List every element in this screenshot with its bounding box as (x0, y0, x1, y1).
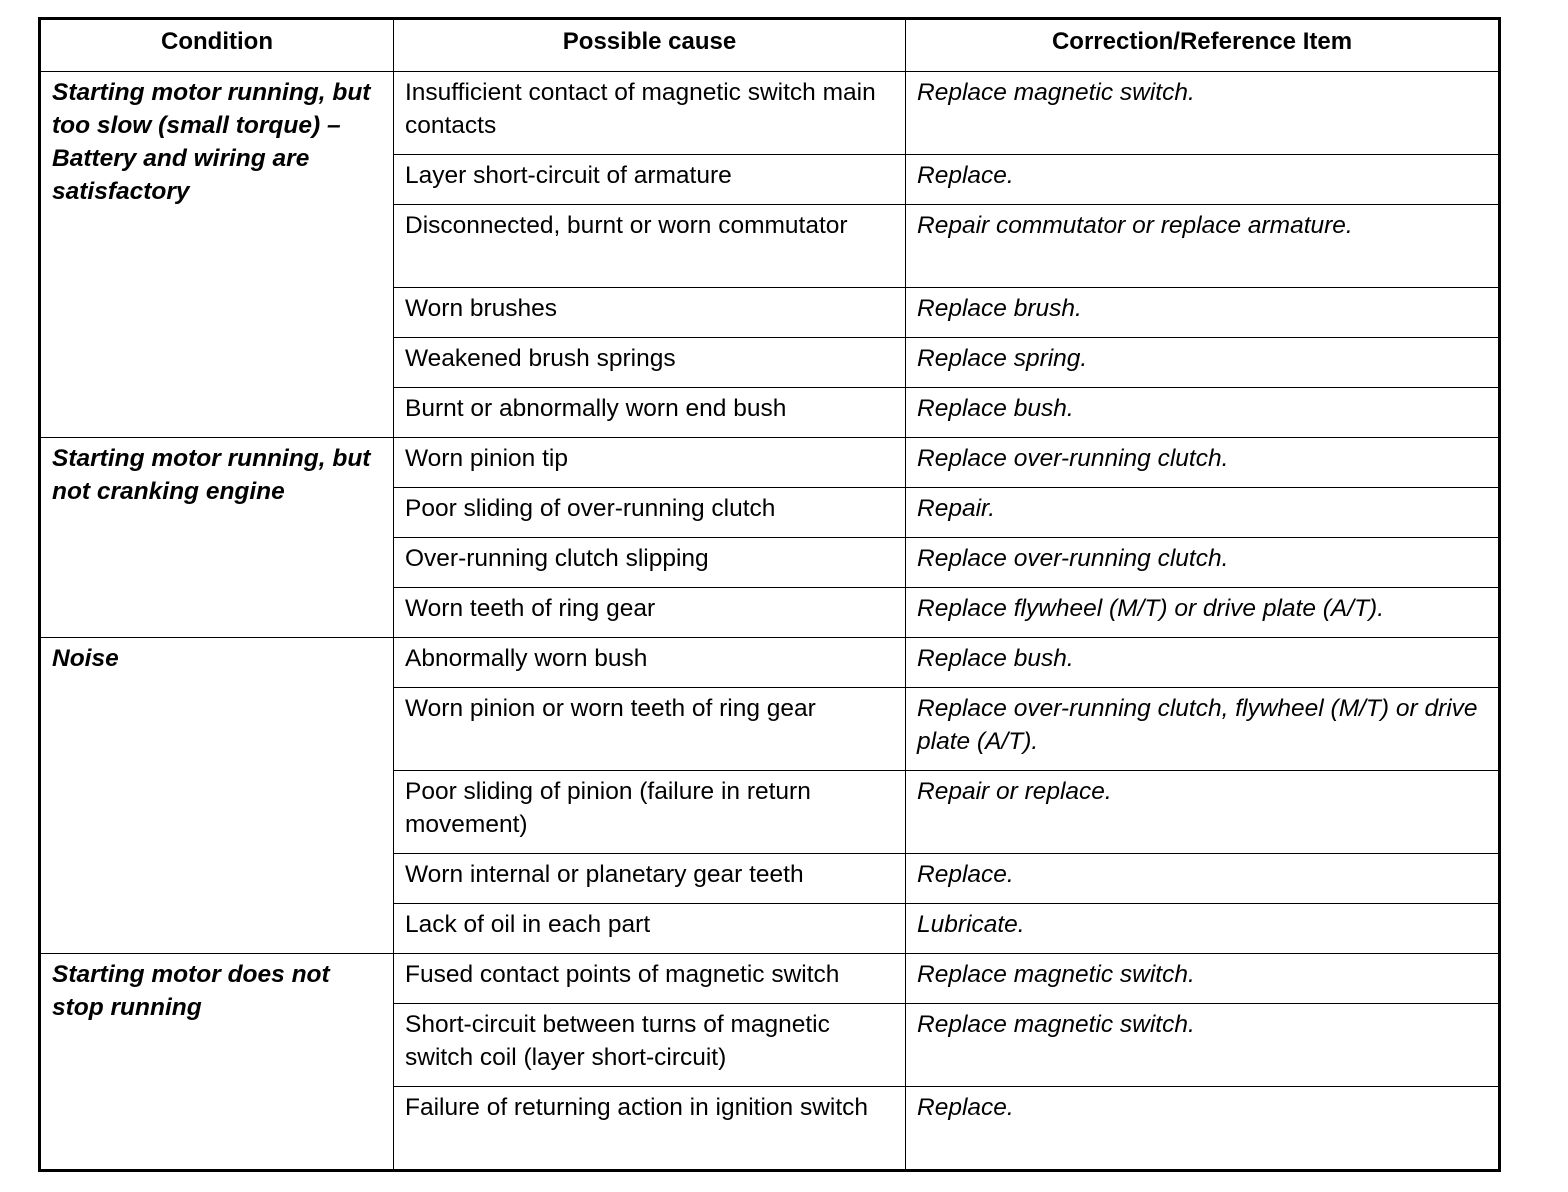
table-row (40, 438, 1500, 488)
correction-cell: Replace bush. (906, 388, 1500, 438)
cause-cell: Worn pinion or worn teeth of ring gear (394, 688, 906, 771)
correction-cell: Replace brush. (906, 288, 1500, 338)
cause-cell: Poor sliding of pinion (failure in return movement) (394, 771, 906, 854)
cause-cell: Layer short-circuit of armature (394, 155, 906, 205)
correction-cell: Replace spring. (906, 338, 1500, 388)
condition-cell: Starting motor does not stop running (40, 954, 394, 1171)
correction-cell: Lubricate. (906, 904, 1500, 954)
table-row (40, 954, 1500, 1004)
condition-cell: Noise (40, 638, 394, 954)
cause-cell: Worn brushes (394, 288, 906, 338)
cause-cell: Failure of returning action in ignition switch (394, 1087, 906, 1171)
header-correction: Correction/Reference Item (906, 19, 1500, 72)
cause-cell: Worn teeth of ring gear (394, 588, 906, 638)
header-condition: Condition (40, 19, 394, 72)
troubleshooting-table (38, 17, 1501, 1172)
correction-cell: Replace over-running clutch, flywheel (M/T) or drive plate (A/T). (906, 688, 1500, 771)
cause-cell: Short-circuit between turns of magnetic switch coil (layer short-circuit) (394, 1004, 906, 1087)
correction-cell: Replace over-running clutch. (906, 538, 1500, 588)
condition-cell: Starting motor running, but not cranking engine (40, 438, 394, 638)
correction-cell: Replace magnetic switch. (906, 954, 1500, 1004)
header-possible-cause: Possible cause (394, 19, 906, 72)
cause-cell: Worn internal or planetary gear teeth (394, 854, 906, 904)
correction-cell: Replace magnetic switch. (906, 1004, 1500, 1087)
correction-cell: Replace over-running clutch. (906, 438, 1500, 488)
cause-cell: Lack of oil in each part (394, 904, 906, 954)
cause-cell: Insufficient contact of magnetic switch main contacts (394, 72, 906, 155)
correction-cell: Replace. (906, 1087, 1500, 1171)
correction-cell: Repair. (906, 488, 1500, 538)
condition-cell: Starting motor running, but too slow (small torque) – Battery and wiring are satisfactory (40, 72, 394, 438)
cause-cell: Abnormally worn bush (394, 638, 906, 688)
cause-cell: Burnt or abnormally worn end bush (394, 388, 906, 438)
correction-cell: Replace flywheel (M/T) or drive plate (A/T). (906, 588, 1500, 638)
correction-cell: Replace. (906, 155, 1500, 205)
table-header-row (40, 19, 1500, 72)
correction-cell: Replace magnetic switch. (906, 72, 1500, 155)
cause-cell: Poor sliding of over-running clutch (394, 488, 906, 538)
correction-cell: Replace. (906, 854, 1500, 904)
cause-cell: Over-running clutch slipping (394, 538, 906, 588)
correction-cell: Replace bush. (906, 638, 1500, 688)
correction-cell: Repair commutator or replace armature. (906, 205, 1500, 288)
table-row (40, 72, 1500, 155)
cause-cell: Worn pinion tip (394, 438, 906, 488)
cause-cell: Disconnected, burnt or worn commutator (394, 205, 906, 288)
table-row (40, 638, 1500, 688)
correction-cell: Repair or replace. (906, 771, 1500, 854)
cause-cell: Fused contact points of magnetic switch (394, 954, 906, 1004)
cause-cell: Weakened brush springs (394, 338, 906, 388)
